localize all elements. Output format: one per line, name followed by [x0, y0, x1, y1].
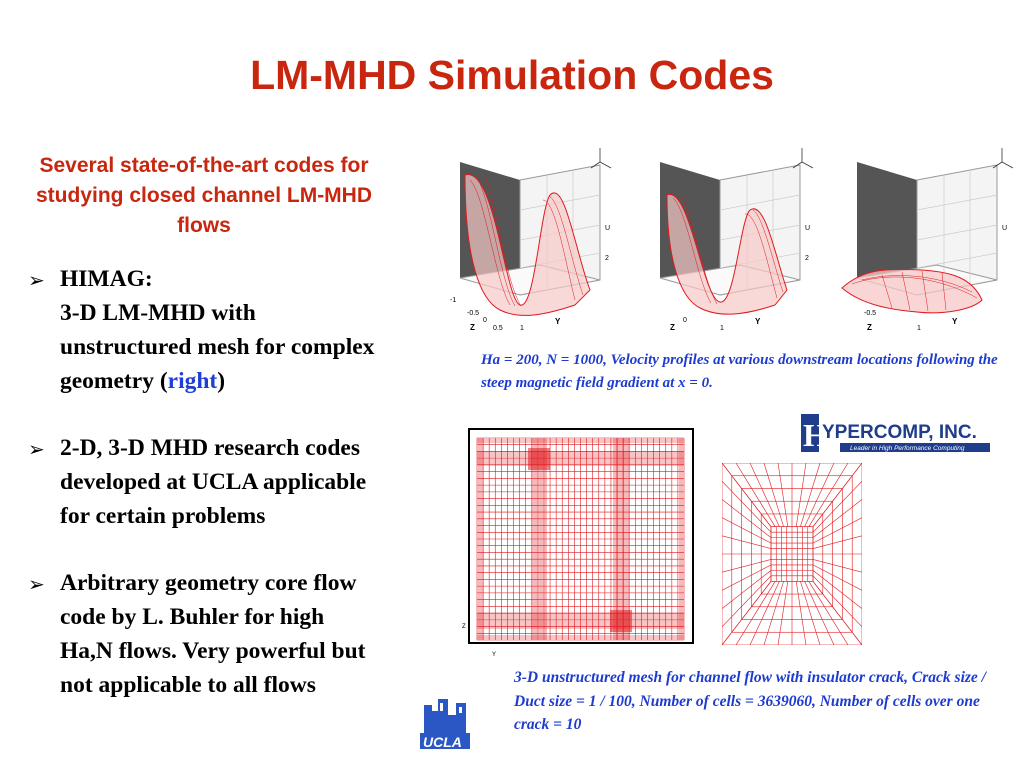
bullet-line: Arbitrary geometry core flow: [60, 570, 357, 596]
hypercomp-tagline: Leader in High Performance Computing: [850, 445, 965, 452]
y-axis-label: Y: [555, 317, 561, 326]
z-axis-label: Z: [670, 323, 675, 332]
highlight-right: right: [167, 368, 218, 394]
z-tick: -1: [450, 297, 457, 304]
z-tick: 0: [483, 317, 487, 324]
bullet-line: unstructured mesh for complex: [60, 334, 375, 360]
mesh-line: [722, 463, 771, 527]
velocity-caption: Ha = 200, N = 1000, Velocity profiles at various downstream locations following the steep magnetic field gradient at x = 0.: [481, 352, 998, 391]
bullet-text: ): [217, 368, 226, 394]
u-tick: 2: [605, 255, 609, 262]
mesh-line: [813, 576, 862, 627]
u-axis-label: U: [1002, 225, 1008, 232]
z-axis-label: Z: [867, 323, 872, 332]
bullet-text: geometry (: [60, 368, 168, 394]
mesh-line: [722, 536, 771, 549]
mesh-line: [722, 499, 771, 537]
ucla-logo: [418, 695, 472, 753]
hypercomp-name: YPERCOMP, INC.: [822, 422, 977, 443]
mesh-line: [800, 463, 820, 527]
mesh-line: [805, 581, 834, 645]
channel-mesh-grid: [462, 428, 694, 658]
u-axis-label: U: [605, 225, 611, 232]
velocity-profile-plot-1: [425, 140, 623, 340]
bullet-line: HIMAG:: [60, 266, 153, 292]
mesh-line: [722, 559, 771, 572]
z-axis-label: Z: [470, 323, 475, 332]
bullet-line: developed at UCLA applicable: [60, 469, 367, 495]
z-tick: 0: [683, 317, 687, 324]
arrow-bullet-icon: ➢: [28, 572, 45, 596]
u-axis-label: U: [805, 225, 811, 232]
arrow-bullet-icon: ➢: [28, 268, 45, 292]
mesh-line: [722, 481, 771, 532]
hypercomp-logo: [800, 410, 992, 456]
mesh-line: [778, 463, 788, 527]
mesh-line: [813, 518, 862, 543]
mesh-line: [796, 463, 806, 527]
y-tick: 1: [520, 325, 524, 332]
mesh-line: [813, 463, 862, 527]
velocity-profile-plot-3: [822, 140, 1022, 340]
bullet-line: 2-D, 3-D MHD research codes: [60, 435, 360, 461]
channel-mesh-perspective: [722, 463, 862, 645]
mesh-z-label: Z: [462, 624, 466, 630]
mesh-line: [722, 570, 771, 608]
z-tick: 0.5: [493, 325, 503, 332]
mesh-caption: 3-D unstructured mesh for channel flow with insulator crack, Crack size / Duct size = 1 / 100, Number of cells = 3639060, Number of cells over one crack = 10: [514, 669, 986, 733]
y-tick: 1: [917, 325, 921, 332]
arrow-bullet-icon: ➢: [28, 437, 45, 461]
mesh-line: [722, 518, 771, 543]
mesh-line: [764, 463, 784, 527]
y-tick: 1: [720, 325, 724, 332]
y-axis-label: Y: [755, 317, 761, 326]
mesh-line: [813, 481, 862, 532]
mesh-line: [722, 581, 771, 645]
bullet-line: 3-D LM-MHD with: [60, 300, 256, 326]
mesh-line: [778, 581, 788, 645]
bullet-himag: [26, 262, 451, 398]
bullet-research-codes: [26, 431, 451, 533]
mesh-line: [805, 463, 834, 527]
bullet-line: Ha,N flows. Very powerful but: [60, 638, 366, 664]
slide-title: LM-MHD Simulation Codes: [250, 52, 774, 98]
mesh-line: [813, 570, 862, 608]
bullet-line: [60, 364, 451, 398]
slide-subtitle: Several state-of-the-art codes for studying closed channel LM-MHD flows: [35, 154, 373, 237]
u-tick: 2: [805, 255, 809, 262]
mesh-line: [813, 499, 862, 537]
mesh-line: [813, 565, 862, 590]
mesh-y-label: Y: [492, 652, 497, 658]
bullet-core-flow: [26, 566, 451, 702]
mesh-line: [800, 581, 820, 645]
mesh-line: [813, 559, 862, 572]
mesh-line: [813, 581, 862, 645]
z-tick: -0.5: [467, 310, 480, 317]
mesh-line: [750, 463, 779, 527]
mesh-line: [722, 565, 771, 590]
mesh-line: [750, 581, 779, 645]
z-tick: -0.5: [864, 310, 877, 317]
mesh-line: [813, 536, 862, 549]
y-axis-label: Y: [952, 317, 958, 326]
bullet-line: for certain problems: [60, 503, 266, 529]
mesh-line: [722, 576, 771, 627]
mesh-line: [796, 581, 806, 645]
bullet-list: [26, 262, 451, 735]
bullet-line: not applicable to all flows: [60, 672, 316, 698]
velocity-profile-plot-2: [625, 140, 825, 340]
ucla-wordmark: UCLA: [423, 734, 462, 750]
bullet-line: code by L. Buhler for high: [60, 604, 325, 630]
hypercomp-initial: H: [803, 417, 828, 453]
mesh-line: [764, 581, 784, 645]
